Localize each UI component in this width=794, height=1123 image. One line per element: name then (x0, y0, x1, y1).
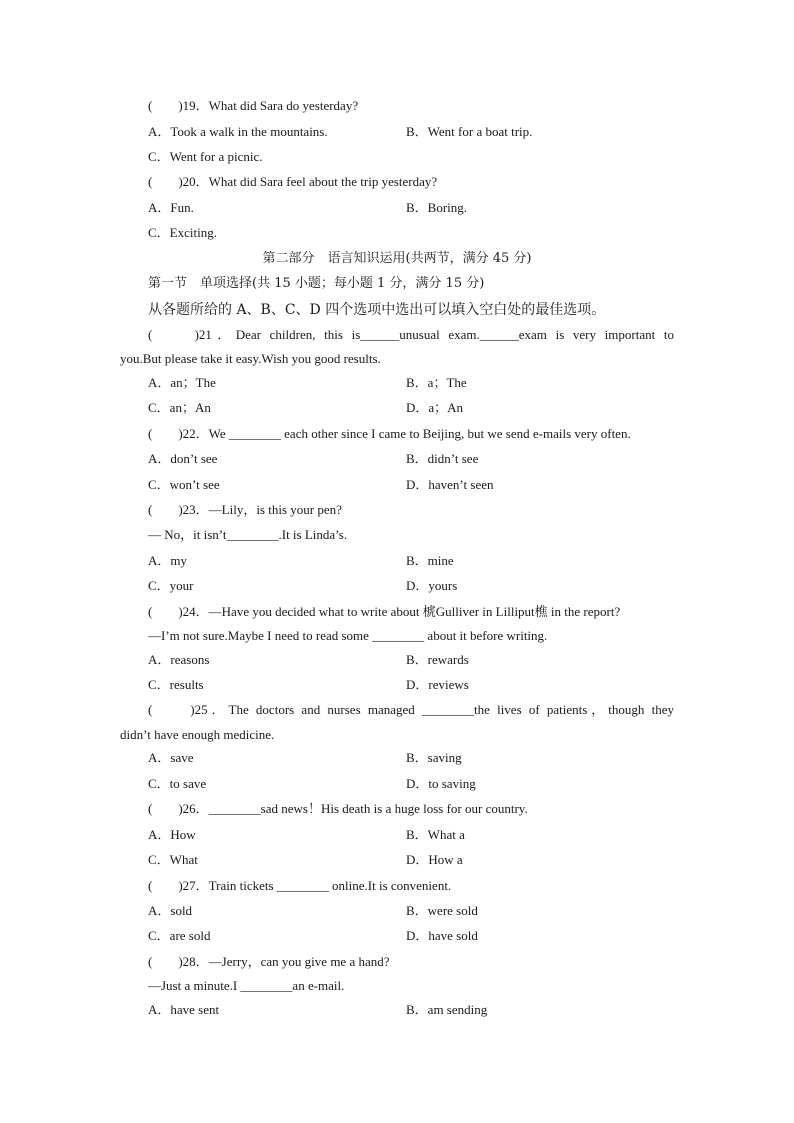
question-27-option-b: B．were sold (406, 903, 478, 918)
question-22-option-d: D．haven’t seen (406, 477, 494, 492)
question-23-option-c: C．your (148, 578, 194, 593)
question-27-option-c: C．are sold (148, 928, 211, 943)
question-26-option-b: B．What a (406, 827, 465, 842)
question-22-option-b: B．didn’t see (406, 451, 479, 466)
question-28-option-b: B．am sending (406, 1002, 488, 1017)
question-20-stem: ( )20．What did Sara feel about the trip yesterday? (148, 174, 438, 189)
question-20-option-a: A．Fun. (148, 200, 194, 215)
question-20-option-c: C．Exciting. (148, 225, 217, 240)
question-19-option-c: C．Went for a picnic. (148, 149, 263, 164)
question-24-option-a: A．reasons (148, 652, 210, 667)
part-2-title: 第二部分 语言知识运用(共两节，满分 45 分) (262, 251, 532, 266)
question-23-option-d: D．yours (406, 578, 458, 593)
question-24-option-d: D．reviews (406, 677, 469, 692)
question-20-option-b: B．Boring. (406, 200, 468, 215)
question-23-stem-line-1: ( )23．—Lily，is this your pen? (148, 502, 342, 517)
question-24-stem-line-2: —I’m not sure.Maybe I need to read some ________ about it before writing. (148, 628, 548, 643)
question-21-stem-line-1: ( )21．Dear children, this is______unusual exam.______exam is very important to (148, 327, 674, 342)
question-23-option-b: B．mine (406, 553, 454, 568)
question-25-stem-line-2: didn’t have enough medicine. (120, 727, 275, 742)
question-26-option-d: D．How a (406, 852, 463, 867)
question-22-option-a: A．don’t see (148, 451, 218, 466)
question-23-option-a: A．my (148, 553, 188, 568)
question-25-option-b: B．saving (406, 750, 462, 765)
section-1-instruction: 从各题所给的 A、B、C、D 四个选项中选出可以填入空白处的最佳选项。 (148, 302, 606, 318)
question-28-stem-line-1: ( )28．—Jerry，can you give me a hand? (148, 954, 390, 969)
question-21-option-a: A．an；The (148, 375, 216, 390)
question-21-option-b: B．a；The (406, 375, 467, 390)
question-26-option-a: A．How (148, 827, 196, 842)
question-27-stem: ( )27．Train tickets ________ online.It is convenient. (148, 878, 452, 893)
question-25-option-d: D．to saving (406, 776, 476, 791)
question-24-stem-line-1: ( )24．—Have you decided what to write about 椃Gulliver in Lilliput樵 in the report? (148, 604, 621, 619)
question-21-stem-line-2: you.But please take it easy.Wish you good results. (120, 351, 381, 366)
question-27-option-d: D．have sold (406, 928, 478, 943)
question-25-stem-line-1: ( )25．The doctors and nurses managed ________the lives of patients，though they (148, 702, 674, 717)
question-22-option-c: C．won’t see (148, 477, 220, 492)
question-21-option-d: D．a；An (406, 400, 464, 415)
question-28-option-a: A．have sent (148, 1002, 220, 1017)
question-26-option-c: C．What (148, 852, 198, 867)
question-24-option-c: C．results (148, 677, 204, 692)
question-26-stem: ( )26．________sad news！His death is a huge loss for our country. (148, 801, 528, 816)
question-25-option-a: A．save (148, 750, 194, 765)
section-1-title: 第一节 单项选择(共 15 小题；每小题 1 分，满分 15 分) (148, 276, 485, 291)
question-23-stem-line-2: — No，it isn’t________.It is Linda’s. (148, 527, 348, 542)
question-19-option-a: A．Took a walk in the mountains. (148, 124, 328, 139)
question-25-option-c: C．to save (148, 776, 207, 791)
question-19-option-b: B．Went for a boat trip. (406, 124, 533, 139)
question-28-stem-line-2: —Just a minute.I ________an e-mail. (148, 978, 345, 993)
question-24-option-b: B．rewards (406, 652, 469, 667)
question-19-stem: ( )19．What did Sara do yesterday? (148, 98, 359, 113)
question-22-stem: ( )22．We ________ each other since I came to Beijing, but we send e-mails very often. (148, 426, 631, 441)
question-21-option-c: C．an；An (148, 400, 211, 415)
question-27-option-a: A．sold (148, 903, 193, 918)
